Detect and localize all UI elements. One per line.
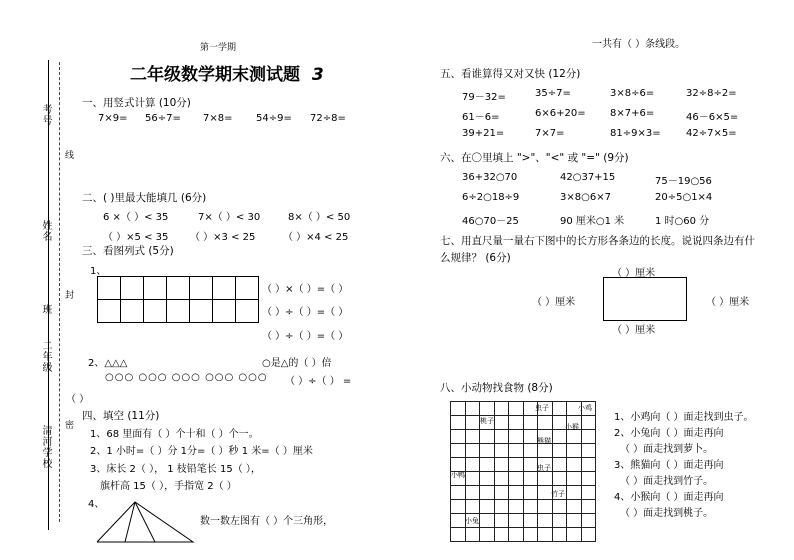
map-cell — [479, 513, 495, 528]
map-cell — [465, 527, 481, 542]
sec4-title: 四、填空 (11分) — [82, 410, 160, 422]
sec3-q2-text: ○是△的（ ）倍 — [262, 358, 332, 369]
sec5-item: 81÷9×3= — [610, 128, 661, 139]
map-cell — [465, 429, 481, 444]
sec2-title: 二、( )里最大能填几 (6分) — [82, 192, 207, 204]
seal-dashed-line — [59, 62, 60, 522]
map-duck: 小鸭 — [451, 471, 465, 479]
sec4-line3: 3、床长 2（ ）， 1 枝铅笔长 15（ ）， — [90, 464, 261, 475]
map-cell — [494, 401, 510, 416]
map-cell — [450, 485, 466, 500]
sec6-item: 1 时○60 分 — [655, 216, 710, 227]
sec2-item: 6 ×（ ）< 35 — [103, 212, 169, 223]
sec1-item: 54÷9= — [256, 113, 292, 124]
map-cell — [479, 429, 495, 444]
sec3-circles: ○○○ ○○○ ○○○ ○○○ ○○○ — [105, 372, 268, 383]
map-cell — [450, 429, 466, 444]
map-cell — [552, 457, 568, 472]
map-cell — [508, 513, 524, 528]
map-cell — [494, 485, 510, 500]
map-cell — [465, 457, 481, 472]
sec8-q3: 3、熊猫向（ ）面走再向 — [614, 460, 724, 471]
sec2-item: （ ）×3 < 25 — [190, 232, 256, 243]
map-cell — [523, 457, 539, 472]
map-cell — [537, 471, 553, 486]
sec1-item: 7×8= — [203, 113, 233, 124]
grid-cell — [212, 276, 236, 300]
sec3-q2-paren: （ ） — [66, 394, 90, 405]
sec8-q3b: （ ）面走找到竹子。 — [620, 476, 714, 487]
sec1-item: 56÷7= — [145, 113, 181, 124]
grid-cell — [212, 299, 236, 323]
sec2-item: （ ）×4 < 25 — [283, 232, 349, 243]
map-cell — [552, 443, 568, 458]
map-cell — [581, 429, 597, 444]
seal-feng: 封 — [63, 290, 73, 300]
map-cell — [508, 527, 524, 542]
map-horse: 小猴 — [565, 423, 579, 431]
map-cell — [552, 401, 568, 416]
map-cell — [523, 513, 539, 528]
measure-rectangle — [603, 277, 687, 321]
sec4-line2: 2、1 小时=（ ）分 1分=（ ）秒 1 米=（ ）厘米 — [90, 446, 313, 457]
map-cell — [508, 485, 524, 500]
map-cell — [450, 443, 466, 458]
map-cell — [494, 499, 510, 514]
map-rabbit: 小兔 — [465, 517, 479, 525]
map-cell — [508, 443, 524, 458]
sec5-item: 7×7= — [535, 128, 565, 139]
grid-cell — [189, 299, 213, 323]
map-cell — [581, 457, 597, 472]
sec5-item: 6×6+20= — [535, 108, 586, 119]
map-cell — [479, 527, 495, 542]
map-cell — [450, 513, 466, 528]
sec2-item: 8×（ ）< 50 — [288, 212, 351, 223]
map-cell — [523, 415, 539, 430]
sec4-line3b: 旗杆高 15（ ），手指宽 2（ ） — [100, 481, 237, 492]
triangle-figure — [95, 500, 195, 545]
sec1-item: 7×9= — [98, 113, 128, 124]
map-cell — [450, 415, 466, 430]
map-cell — [566, 457, 582, 472]
exam-number-label: 考号 — [40, 104, 51, 126]
map-cell — [508, 415, 524, 430]
map-cell — [450, 499, 466, 514]
sec6-item: 20÷5○1×4 — [655, 192, 713, 203]
map-cell — [479, 471, 495, 486]
map-cell — [566, 513, 582, 528]
map-cell — [523, 471, 539, 486]
sec3-title: 三、看图列式 (5分) — [82, 245, 174, 257]
map-cell — [552, 499, 568, 514]
sec3-q2: 2、△△△ — [88, 358, 128, 369]
map-cell — [566, 527, 582, 542]
sec8-q2b: （ ）面走找到萝卜。 — [620, 444, 714, 455]
semester-label: 第一学期 — [200, 43, 237, 53]
map-peach: 桃子 — [480, 417, 494, 425]
map-cell — [479, 499, 495, 514]
grid-cell — [235, 276, 259, 300]
map-cell — [465, 471, 481, 486]
sec4-line4: 4、 — [88, 499, 105, 510]
grade-label: 二年级 — [40, 340, 51, 373]
grid-cell — [189, 276, 213, 300]
map-worm-top: 虫子 — [535, 404, 549, 412]
grid-cell — [166, 299, 190, 323]
map-cell — [581, 485, 597, 500]
map-cell — [494, 513, 510, 528]
lines-count: 一共有（ ）条线段。 — [592, 39, 686, 50]
map-cell — [537, 527, 553, 542]
map-chick: 小鸡 — [578, 404, 592, 412]
map-cell — [494, 443, 510, 458]
sec2-item: （ ）×5 < 35 — [103, 232, 169, 243]
map-cell — [494, 457, 510, 472]
sec5-item: 3×8÷6= — [610, 88, 655, 99]
sec8-title: 八、小动物找食物 (8分) — [440, 382, 553, 394]
map-cell — [508, 457, 524, 472]
map-cell — [494, 415, 510, 430]
grid-cell — [97, 276, 121, 300]
sec5-item: 8×7+6= — [610, 108, 655, 119]
seal-mi: 密 — [63, 420, 73, 430]
sec3-eq1: （ ）×（ ）=（ ） — [262, 284, 349, 295]
grid-cell — [235, 299, 259, 323]
map-cell — [537, 513, 553, 528]
map-cell — [465, 401, 481, 416]
sec1-item: 72÷8= — [310, 113, 346, 124]
name-label: 姓名 — [40, 220, 51, 242]
map-cell — [508, 401, 524, 416]
grid-cell — [166, 276, 190, 300]
map-cell — [479, 485, 495, 500]
map-cell — [479, 443, 495, 458]
map-cell — [479, 401, 495, 416]
sec6-item: 75－19○56 — [655, 176, 712, 187]
map-cell — [523, 527, 539, 542]
sec4-line1: 1、68 里面有（ ）个十和（ ）个一。 — [90, 429, 259, 440]
sec5-title: 五、看谁算得又对又快 (12分) — [440, 68, 581, 80]
cm-bottom: （ ）厘米 — [612, 325, 656, 336]
sec6-item: 90 厘米○1 米 — [560, 216, 625, 227]
map-cell — [581, 415, 597, 430]
sec6-item: 42○37+15 — [560, 172, 616, 183]
map-cell — [537, 499, 553, 514]
map-cell — [494, 429, 510, 444]
map-worm: 虫子 — [537, 464, 551, 472]
map-cell — [581, 443, 597, 458]
sec5-item: 39+21= — [462, 128, 505, 139]
map-cell — [465, 485, 481, 500]
seal-xian: 线 — [63, 150, 73, 160]
sec6-item: 36+32○70 — [462, 172, 518, 183]
sec3-eq2: （ ）÷（ ）=（ ） — [262, 307, 349, 318]
map-cell — [581, 471, 597, 486]
map-cell — [537, 415, 553, 430]
map-cell — [508, 429, 524, 444]
sec5-item: 61－6= — [462, 112, 500, 123]
sec6-item: 3×8○6×7 — [560, 192, 611, 203]
map-cell — [581, 527, 597, 542]
cm-left: （ ）厘米 — [532, 297, 576, 308]
sec5-item: 32÷8÷2= — [686, 88, 737, 99]
sec8-q4b: （ ）面走找到桃子。 — [620, 508, 714, 519]
map-cell — [450, 527, 466, 542]
sec3-q1: 1、 — [90, 266, 107, 277]
sec1-title: 一、用竖式计算 (10分) — [82, 97, 191, 109]
map-cell — [508, 499, 524, 514]
map-cell — [494, 471, 510, 486]
map-cell — [508, 471, 524, 486]
map-cell — [465, 443, 481, 458]
page-title — [130, 60, 324, 85]
map-cell — [523, 443, 539, 458]
cm-top: （ ）厘米 — [612, 268, 656, 279]
sec6-item: 46○70－25 — [462, 216, 519, 227]
map-cell — [566, 443, 582, 458]
grid-cell — [97, 299, 121, 323]
sec5-item: 46－6×5= — [686, 112, 739, 123]
map-cell — [581, 513, 597, 528]
map-cell — [581, 499, 597, 514]
map-bamboo: 竹子 — [551, 490, 565, 498]
sec8-q4: 4、小猴向（ ）面走再向 — [614, 492, 724, 503]
sec5-item: 35÷7= — [535, 88, 571, 99]
grid-cell — [120, 299, 144, 323]
map-cell — [479, 457, 495, 472]
map-cell — [494, 527, 510, 542]
grid-cell — [143, 276, 167, 300]
map-cell — [523, 429, 539, 444]
map-cell — [552, 471, 568, 486]
map-cell — [566, 499, 582, 514]
title-text: 二年级数学期末测试题 — [130, 65, 300, 85]
grid-cell — [120, 276, 144, 300]
sec8-q2: 2、小兔向（ ）面走再向 — [614, 428, 724, 439]
sec6-item: 6÷2○18÷9 — [462, 192, 520, 203]
map-cell — [552, 527, 568, 542]
map-cell — [523, 485, 539, 500]
sec7-title2: 么规律？ (6分) — [440, 252, 511, 264]
sec7-title: 七、用直尺量一量右下图中的长方形各条边的长度。说说四条边有什 — [440, 235, 755, 247]
map-cell — [566, 471, 582, 486]
map-cell — [450, 401, 466, 416]
school-label: 清河学校 — [40, 425, 51, 469]
sec2-item: 7×（ ）< 30 — [198, 212, 261, 223]
sec6-title: 六、在〇里填上 ">"、"<" 或 "=" (9分) — [440, 152, 629, 164]
map-cell — [465, 499, 481, 514]
map-cell — [523, 499, 539, 514]
grid-cell — [143, 299, 167, 323]
map-cell — [465, 415, 481, 430]
sec5-item: 79－32= — [462, 92, 506, 103]
sec3-q2-eq: （ ）÷（ ） = — [285, 376, 352, 387]
map-panda: 熊猫 — [537, 437, 551, 445]
cm-right: （ ）厘米 — [706, 297, 750, 308]
sec4-line4-text: 数一数左图有（ ）个三角形， — [200, 516, 334, 527]
map-cell — [552, 513, 568, 528]
sec8-q1: 1、小鸡向（ ）面走找到虫子。 — [614, 412, 754, 423]
class-label: 班 — [40, 304, 51, 315]
map-cell — [566, 485, 582, 500]
sec5-item: 42÷7×5= — [686, 128, 737, 139]
title-number: 3 — [311, 65, 324, 85]
sec3-eq3: （ ）÷（ ）=（ ） — [262, 331, 349, 342]
